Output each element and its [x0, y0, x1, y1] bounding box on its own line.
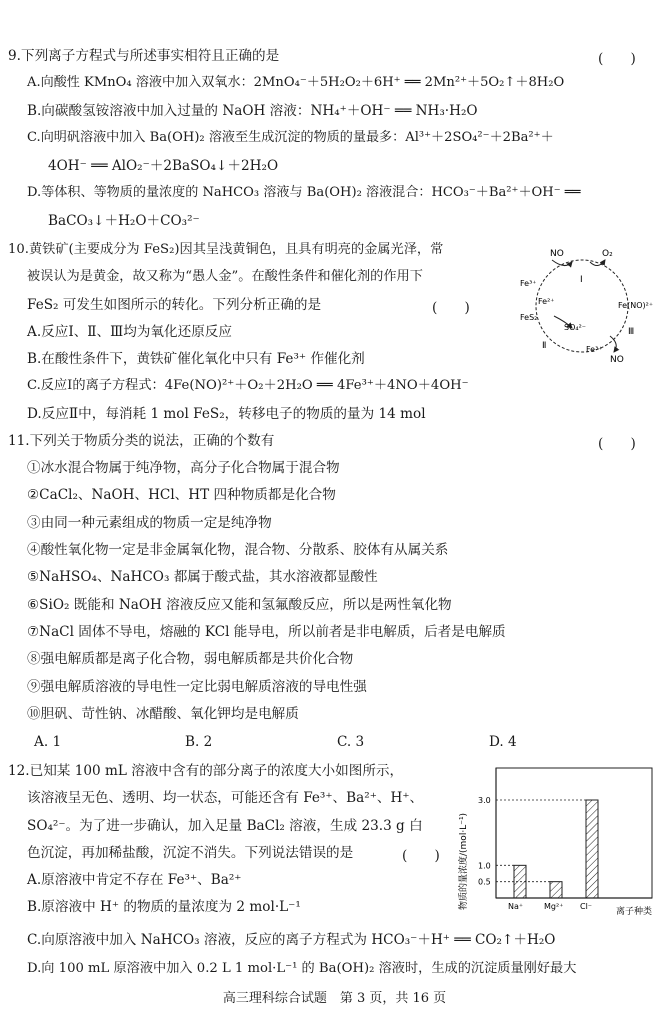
- q11-item-4: ④酸性氧化物一定是非金属氧化物，混合物、分散系、胶体有从属关系: [27, 542, 449, 558]
- q9-option-d-line2: BaCO₃↓＋H₂O＋CO₃²⁻: [48, 213, 200, 229]
- q11-item-8: ⑧强电解质都是离子化合物，弱电解质都是共价化合物: [27, 651, 354, 667]
- y-axis-label: 物质的量浓度/(mol·L⁻¹): [459, 812, 469, 910]
- q10-stem-line3: FeS₂ 可发生如图所示的转化。下列分析正确的是: [27, 297, 322, 313]
- q11-item-6: ⑥SiO₂ 既能和 NaOH 溶液反应又能和氢氟酸反应，所以是两性氧化物: [27, 597, 452, 613]
- label-fe3-bottom: Fe³⁺: [586, 345, 603, 354]
- q10-answer-paren: ( ): [432, 300, 470, 316]
- q9-answer-paren: ( ): [598, 51, 636, 67]
- label-o2: O₂: [602, 249, 613, 259]
- x-tick-label-0: Na⁺: [508, 902, 524, 911]
- q11-option-a: A. 1: [34, 734, 62, 750]
- q12-stem-line2: 该溶液呈无色、透明、均一状态，可能还含有 Fe³⁺、Ba²⁺、H⁺、: [27, 790, 424, 806]
- label-reaction-3: Ⅲ: [628, 327, 635, 337]
- label-feno: Fe(NO)²⁺: [618, 301, 654, 310]
- y-tick-label-0: 0.5: [478, 877, 491, 887]
- q11-item-5: ⑤NaHSO₄、NaHCO₃ 都属于酸式盐，其水溶液都显酸性: [27, 569, 378, 585]
- q12-stem-line4: 色沉淀，再加稀盐酸，沉淀不消失。下列说法错误的是: [27, 845, 354, 861]
- ion-concentration-chart: [448, 760, 660, 920]
- q12-option-b: B.原溶液中 H⁺ 的物质的量浓度为 2 mol·L⁻¹: [27, 899, 301, 915]
- q11-item-7: ⑦NaCl 固体不导电，熔融的 KCl 能导电，所以前者是非电解质，后者是电解质: [27, 624, 506, 640]
- x-tick-label-2: Cl⁻: [580, 902, 593, 911]
- q10-option-d: D.反应Ⅱ中，每消耗 1 mol FeS₂，转移电子的物质的量为 14 mol: [27, 406, 426, 422]
- page-footer: 高三理科综合试题 第 3 页，共 16 页: [222, 991, 447, 1006]
- y-tick-label-1: 1.0: [478, 861, 491, 871]
- label-so4: SO₄²⁻: [564, 323, 587, 332]
- label-fe2: Fe²⁺: [538, 297, 555, 306]
- q9-option-c-line2: 4OH⁻ ══ AlO₂⁻＋2BaSO₄↓＋2H₂O: [48, 158, 279, 174]
- label-reaction-2: Ⅱ: [542, 341, 547, 351]
- q12-option-a: A.原溶液中肯定不存在 Fe³⁺、Ba²⁺: [27, 872, 242, 888]
- q12-stem-line3: SO₄²⁻。为了进一步确认，加入足量 BaCl₂ 溶液，生成 23.3 g 白: [27, 818, 423, 834]
- bar-1: [550, 882, 562, 898]
- q11-stem: 11.下列关于物质分类的说法，正确的个数有: [8, 433, 275, 449]
- q12-answer-paren: ( ): [402, 848, 440, 864]
- label-reaction-1: Ⅰ: [580, 275, 583, 285]
- cycle-circle: [536, 260, 628, 352]
- q9-option-a: A.向酸性 KMnO₄ 溶液中加入双氧水：2MnO₄⁻＋5H₂O₂＋6H⁺ ══ 2Mn²⁺＋5O₂↑＋8H₂O: [27, 75, 565, 90]
- x-tick-label-1: Mg²⁺: [544, 902, 564, 911]
- q11-answer-paren: ( ): [598, 436, 636, 452]
- label-no-top: NO: [550, 249, 564, 259]
- bar-2: [586, 800, 598, 898]
- q11-item-10: ⑩胆矾、苛性钠、冰醋酸、氧化钾均是电解质: [27, 706, 299, 722]
- q11-item-9: ⑨强电解质溶液的导电性一定比弱电解质溶液的导电性强: [27, 679, 367, 695]
- q11-option-c: C. 3: [337, 734, 365, 750]
- q11-item-3: ③由同一种元素组成的物质一定是纯净物: [27, 515, 272, 531]
- q10-stem-line1: 10.黄铁矿(主要成分为 FeS₂)因其呈浅黄铜色，且具有明亮的金属光泽，常: [8, 242, 444, 257]
- q9-option-d-line1: D.等体积、等物质的量浓度的 NaHCO₃ 溶液与 Ba(OH)₂ 溶液混合：HCO₃⁻＋Ba²⁺＋OH⁻ ══: [27, 185, 581, 200]
- q12-option-d: D.向 100 mL 原溶液中加入 0.2 L 1 mol·L⁻¹ 的 Ba(OH)₂ 溶液时，生成的沉淀质量刚好最大: [27, 961, 577, 976]
- q10-cycle-diagram: [510, 236, 660, 366]
- q10-option-b: B.在酸性条件下，黄铁矿催化氧化中只有 Fe³⁺ 作催化剂: [27, 351, 365, 367]
- y-tick-label-2: 3.0: [478, 796, 491, 805]
- q12-option-c: C.向原溶液中加入 NaHCO₃ 溶液，反应的离子方程式为 HCO₃⁻＋H⁺ ══ CO₂↑＋H₂O: [27, 932, 556, 948]
- q11-item-2: ②CaCl₂、NaOH、HCl、HT 四种物质都是化合物: [27, 487, 336, 503]
- q10-stem-line2: 被误认为是黄金，故又称为“愚人金”。在酸性条件和催化剂的作用下: [27, 269, 423, 284]
- q10-option-a: A.反应Ⅰ、Ⅱ、Ⅲ均为氧化还原反应: [27, 324, 232, 340]
- q9-option-b: B.向碳酸氢铵溶液中加入过量的 NaOH 溶液：NH₄⁺＋OH⁻ ══ NH₃·H₂O: [27, 103, 478, 119]
- q12-stem-line1: 12.已知某 100 mL 溶液中含有的部分离子的浓度大小如图所示，: [8, 763, 404, 779]
- q9-option-c-line1: C.向明矾溶液中加入 Ba(OH)₂ 溶液至生成沉淀的物质的量最多：Al³⁺＋2SO₄²⁻＋2Ba²⁺＋: [27, 130, 554, 145]
- label-fe3-left: Fe³⁺: [520, 279, 537, 288]
- q9-stem: 9.下列离子方程式与所述事实相符且正确的是: [8, 48, 280, 64]
- x-axis-label: 离子种类: [616, 907, 653, 917]
- label-no-bottom: NO: [610, 355, 624, 365]
- q11-option-b: B. 2: [185, 734, 213, 750]
- q10-option-c: C.反应Ⅰ的离子方程式：4Fe(NO)²⁺＋O₂＋2H₂O ══ 4Fe³⁺＋4NO＋4OH⁻: [27, 378, 469, 393]
- q11-item-1: ①冰水混合物属于纯净物，高分子化合物属于混合物: [27, 460, 340, 476]
- label-fes2: FeS₂: [520, 313, 538, 322]
- q11-option-d: D. 4: [489, 734, 517, 750]
